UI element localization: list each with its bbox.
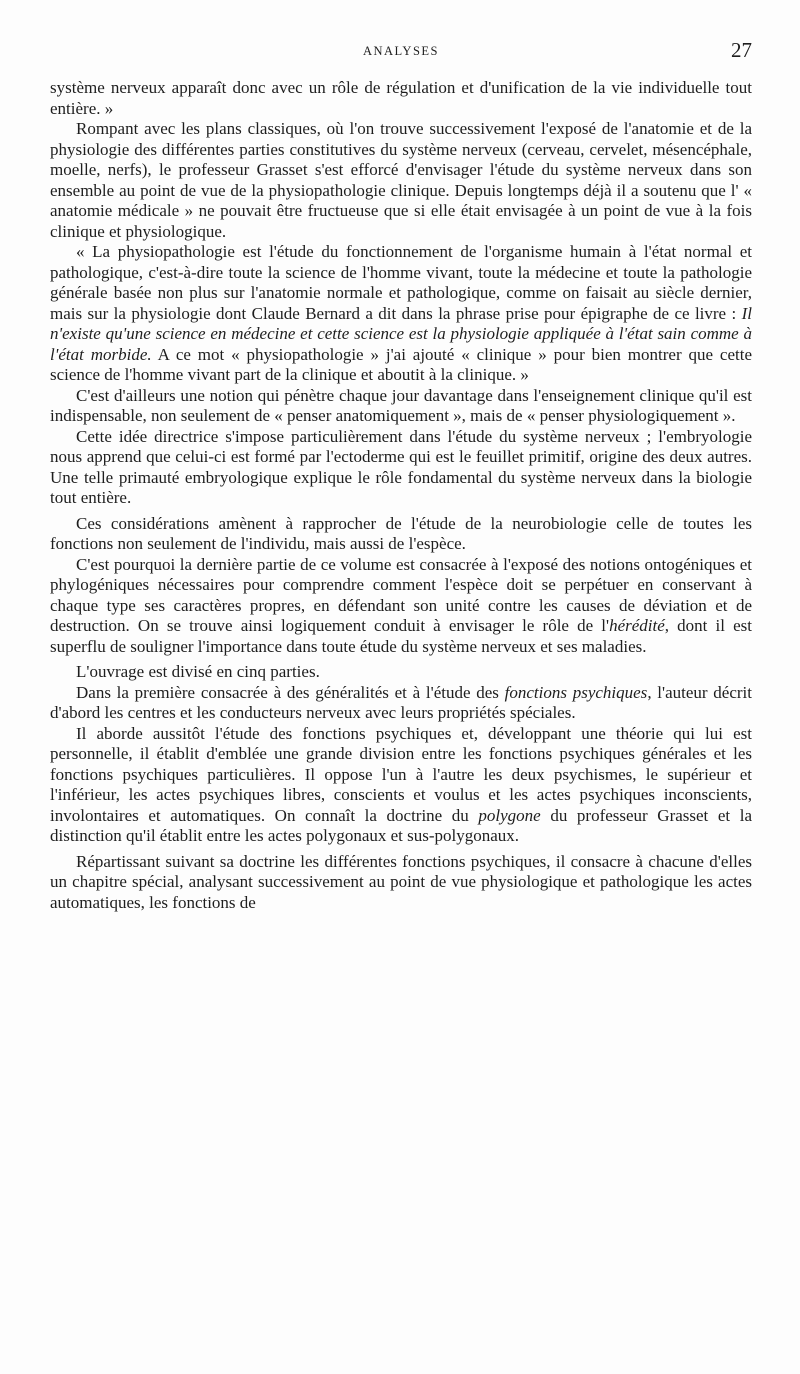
running-title: ANALYSES (362, 44, 440, 58)
paragraph: Dans la première consacrée à des généralités et à l'étude des fonctions psychiques, l'auteur décrit d'abord les centres et les conducteurs nerveux avec leurs propriétés spéciales. (50, 682, 752, 722)
body-text (50, 78, 752, 913)
paragraph: Il aborde aussitôt l'étude des fonctions psychiques et, développant une théorie qui lui est personnelle, il établit d'emblée une grande division entre les fonctions psychiques générales et les fonctions psychiques particulières. Il oppose l'un à l'autre les deux psychismes, le supérieur et l'inférieur, les actes psychiques libres, conscients et voulus et les actes psychiques inconscients, involontaires et automatiques. On connaît la doctrine du polygone du professeur Grasset et la distinction qu'il établit entre les actes polygonaux et sus-polygonaux. (50, 723, 752, 845)
running-head (50, 38, 752, 62)
paragraph: Cette idée directrice s'impose particulièrement dans l'étude du système nerveux ; l'embryologie nous apprend que celui-ci est formé par l'ectoderme qui est le feuillet primitif, origine des deux autres. Une telle primauté embryologique explique le rôle fondamental du système nerveux dans la biologie tout entière. (50, 426, 752, 507)
paragraph: C'est pourquoi la dernière partie de ce volume est consacrée à l'exposé des notions ontogéniques et phylogéniques nécessaires pour comprendre comment l'espèce doit se perpétuer en conservant à chaque type ses caractères propres, en défendant son unité contre les causes de déviation et de destruction. On se trouve ainsi logiquement conduit à envisager le rôle de l'hérédité, dont il est superflu de souligner l'importance dans toute étude du système nerveux et ses maladies. (50, 554, 752, 656)
paragraph: L'ouvrage est divisé en cinq parties. (76, 662, 320, 681)
paragraph: Répartissant suivant sa doctrine les différentes fonctions psychiques, il consacre à chacune d'elles un chapitre spécial, analysant successivement au point de vue physiologique et pathologique les actes automatiques, les fonctions de (50, 851, 752, 912)
paragraph-quotation: « La physiopathologie est l'étude du fonctionnement de l'organisme humain à l'état normal et pathologique, c'est-à-dire toute la science de l'homme vivant, toute la médecine et toute la pathologie générale basée non plus sur l'anatomie normale et pathologique, comme on faisait au siècle dernier, mais sur la physiologie dont Claude Bernard a dit dans la phrase prise pour épigraphe de ce livre : Il n'existe qu'une science en médecine et cette science est la physiologie appliquée à l'état sain comme à l'état morbide. A ce mot « physiopathologie » j'ai ajouté « clinique » pour bien montrer que cette science de l'homme vivant part de la clinique et aboutit à la clinique. » (50, 242, 753, 384)
paragraph: C'est d'ailleurs une notion qui pénètre chaque jour davantage dans l'enseignement clinique qu'il est indispensable, non seulement de « penser anatomiquement », mais de « penser physiologiquement ». (50, 385, 752, 425)
italic-quote: Il n'existe qu'une science en médecine et cette science est la physiologie appliquée à l'état sain comme à l'état morbide. (50, 303, 752, 364)
italic-term: fonctions psychiques (504, 682, 648, 702)
paragraph: Rompant avec les plans classiques, où l'on trouve successivement l'exposé de l'anatomie et de la physiologie des différentes parties constitutives du système nerveux (cerveau, cervelet, mésencéphale, moelle, nerfs), le professeur Grasset s'est efforcé d'envisager l'étude du système nerveux dans son ensemble au point de vue de la physiopathologie clinique. Depuis longtemps déjà il a soutenu que l' « anatomie médicale » ne pouvait être fructueuse que si elle était envisagée à un point de vue à la fois clinique et physiologique. (50, 119, 752, 241)
paragraph: système nerveux apparaît donc avec un rôle de régulation et d'unification de la vie individuelle tout entière. » (50, 78, 752, 118)
italic-term: hérédité (609, 616, 665, 635)
italic-term: polygone (478, 805, 541, 825)
page-number: 27 (731, 38, 752, 62)
paragraph: Ces considérations amènent à rapprocher de l'étude de la neurobiologie celle de toutes les fonctions non seulement de l'individu, mais aussi de l'espèce. (50, 513, 752, 553)
